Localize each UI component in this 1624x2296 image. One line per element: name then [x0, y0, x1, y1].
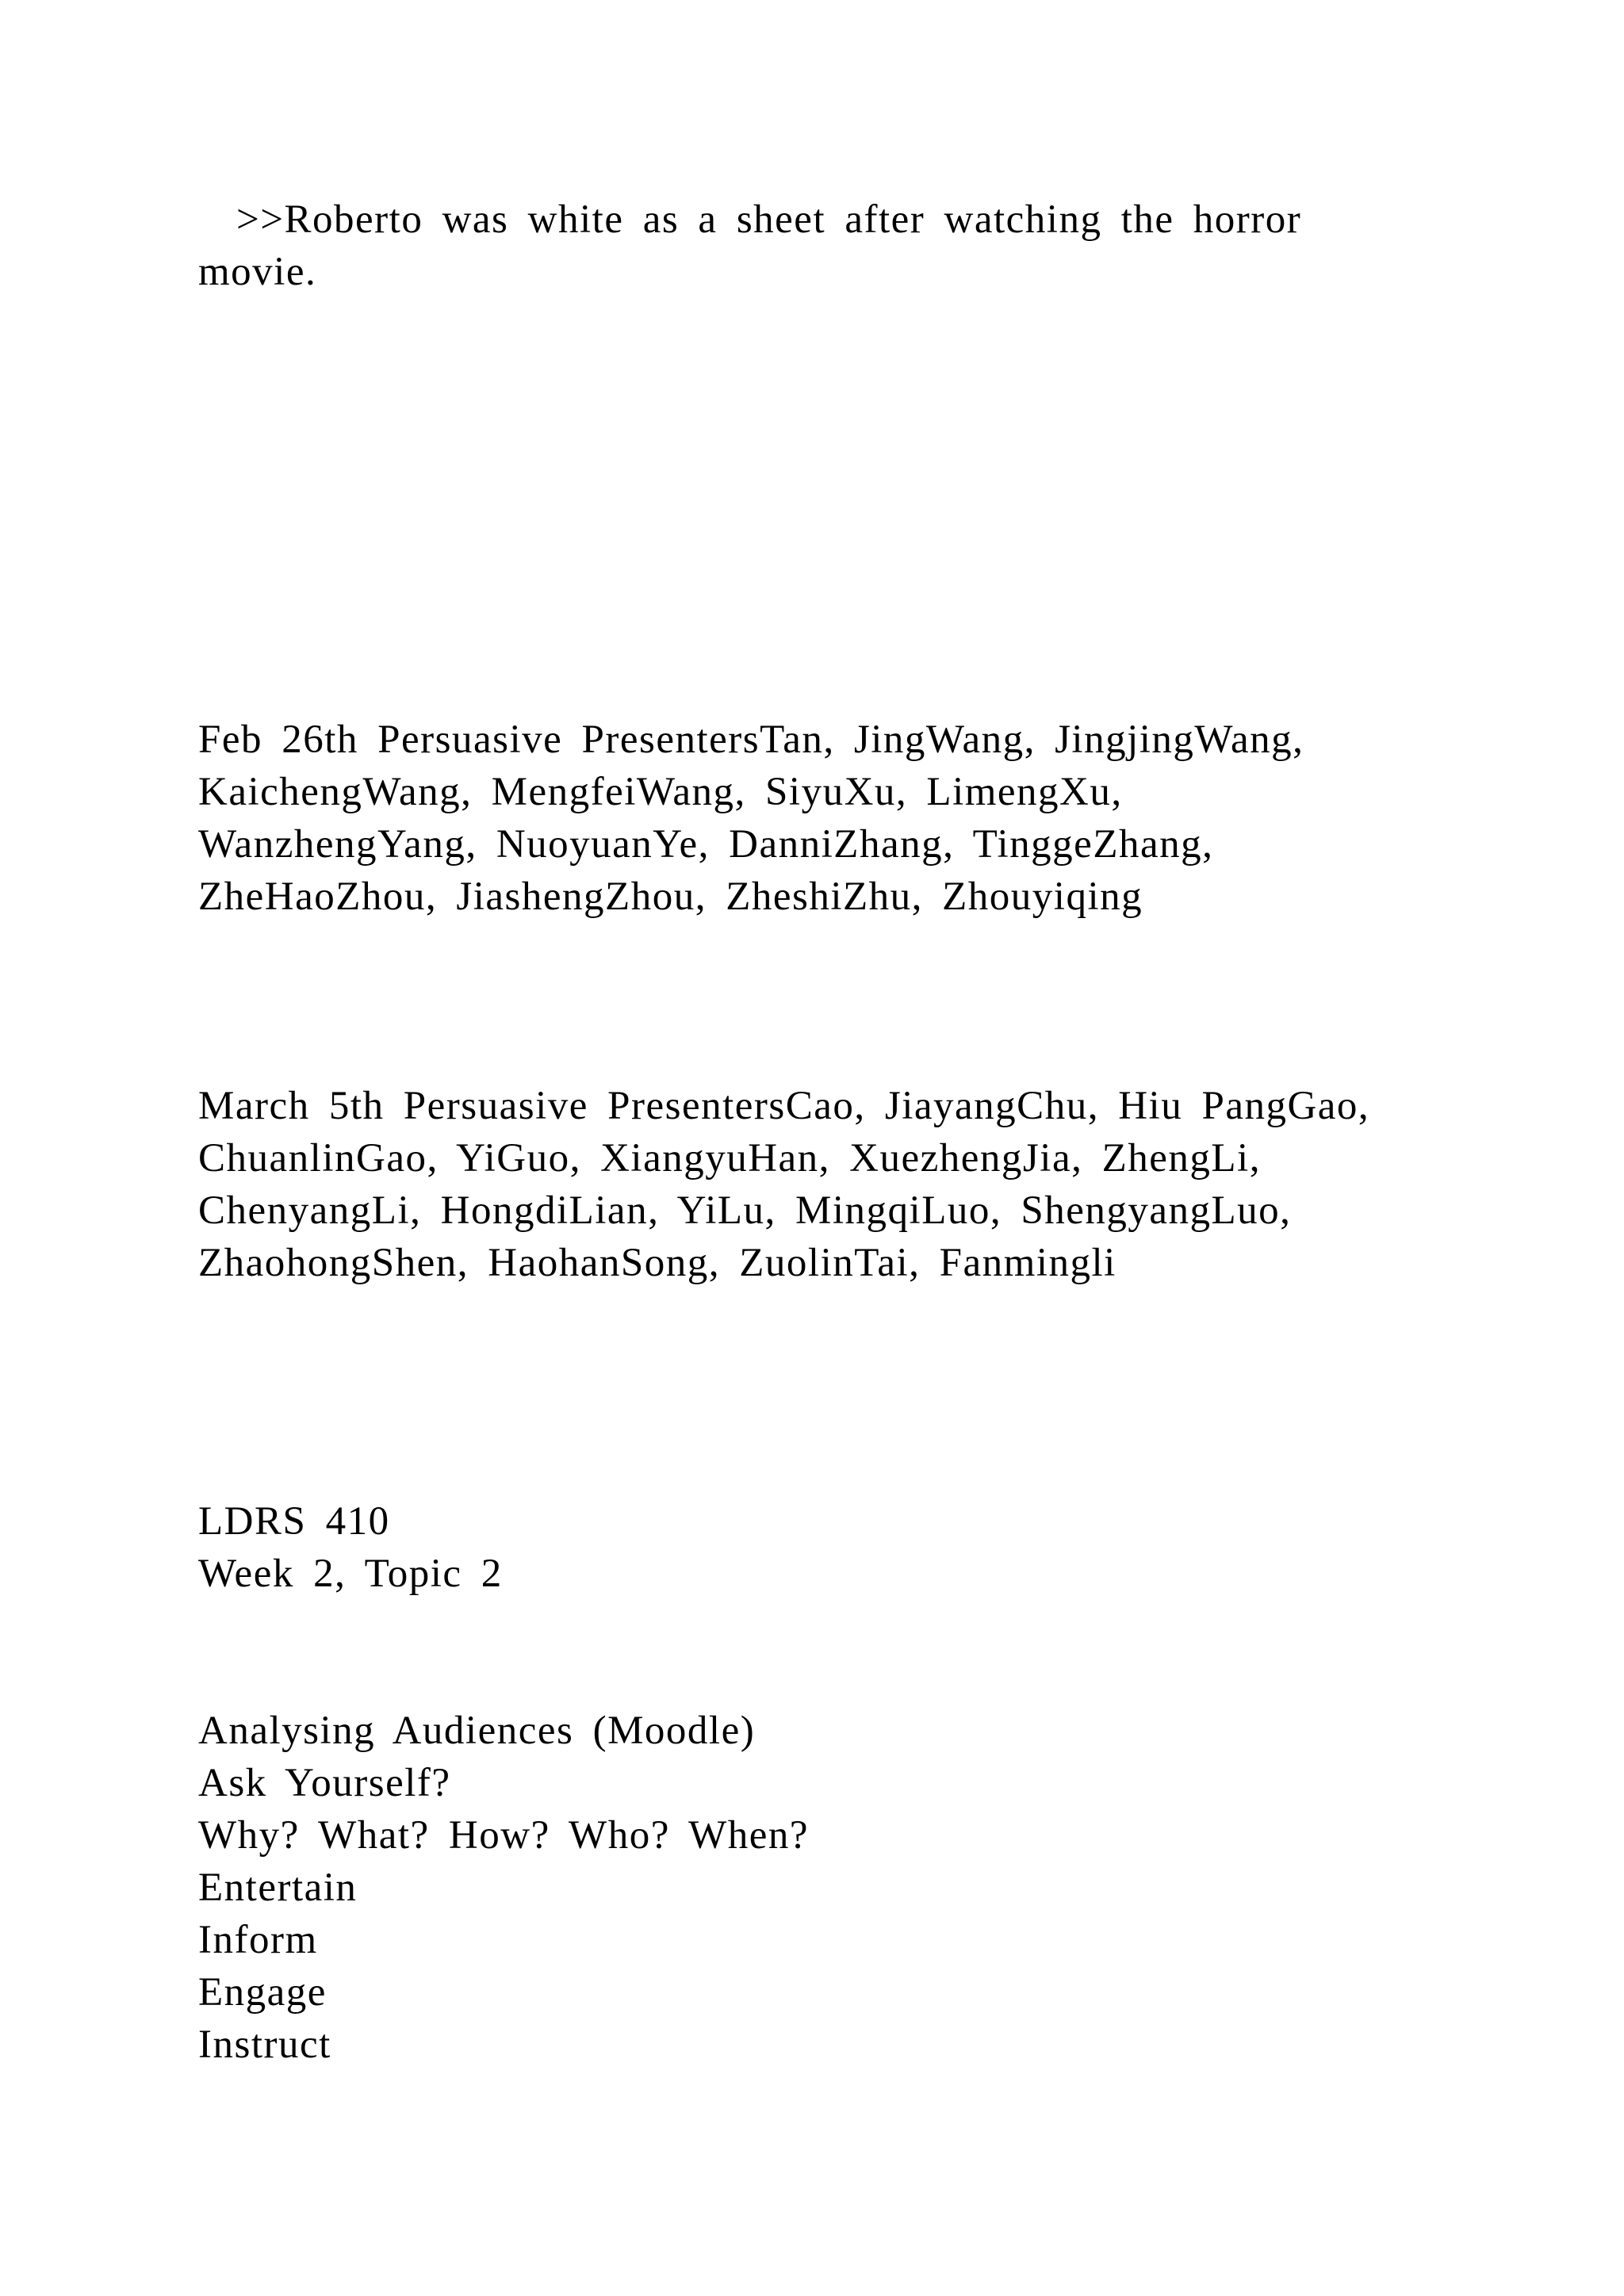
feb-line-1: Feb 26th Persuasive PresentersTan, JingWang, JingjingWang, [198, 718, 1304, 762]
ask-yourself: Ask Yourself? [198, 1761, 451, 1805]
purpose-item: Engage [198, 1970, 327, 2015]
feb-line-3: WanzhengYang, NuoyuanYe, DanniZhang, TinggeZhang, [198, 822, 1214, 867]
purpose-item: Inform [198, 1918, 318, 1962]
intro-line-1: >>Roberto was white as a sheet after watching the horror [236, 197, 1302, 242]
questions-line: Why? What? How? Who? When? [198, 1813, 810, 1858]
feb-line-4: ZheHaoZhou, JiashengZhou, ZheshiZhu, Zhouyiqing [198, 874, 1143, 919]
feb-presenters-paragraph [198, 714, 1467, 923]
purpose-item: Entertain [198, 1866, 358, 1910]
intro-line-2: movie. [198, 250, 317, 294]
march-presenters-paragraph [198, 1080, 1467, 1289]
audiences-section [198, 1705, 1467, 2071]
week-topic: Week 2, Topic 2 [198, 1552, 503, 1596]
intro-paragraph [198, 193, 1467, 298]
march-line-2: ChuanlinGao, YiGuo, XiangyuHan, XuezhengJia, ZhengLi, [198, 1136, 1261, 1181]
course-heading [198, 1495, 1467, 1600]
march-line-3: ChenyangLi, HongdiLian, YiLu, MingqiLuo, ShengyangLuo, [198, 1188, 1292, 1233]
audiences-heading: Analysing Audiences (Moodle) [198, 1709, 756, 1753]
feb-line-2: KaichengWang, MengfeiWang, SiyuXu, LimengXu, [198, 770, 1123, 814]
march-line-4: ZhaohongShen, HaohanSong, ZuolinTai, Fanmingli [198, 1241, 1116, 1285]
march-line-1: March 5th Persuasive PresentersCao, JiayangChu, Hiu PangGao, [198, 1084, 1370, 1128]
purpose-item: Instruct [198, 2022, 331, 2067]
course-code: LDRS 410 [198, 1499, 390, 1544]
